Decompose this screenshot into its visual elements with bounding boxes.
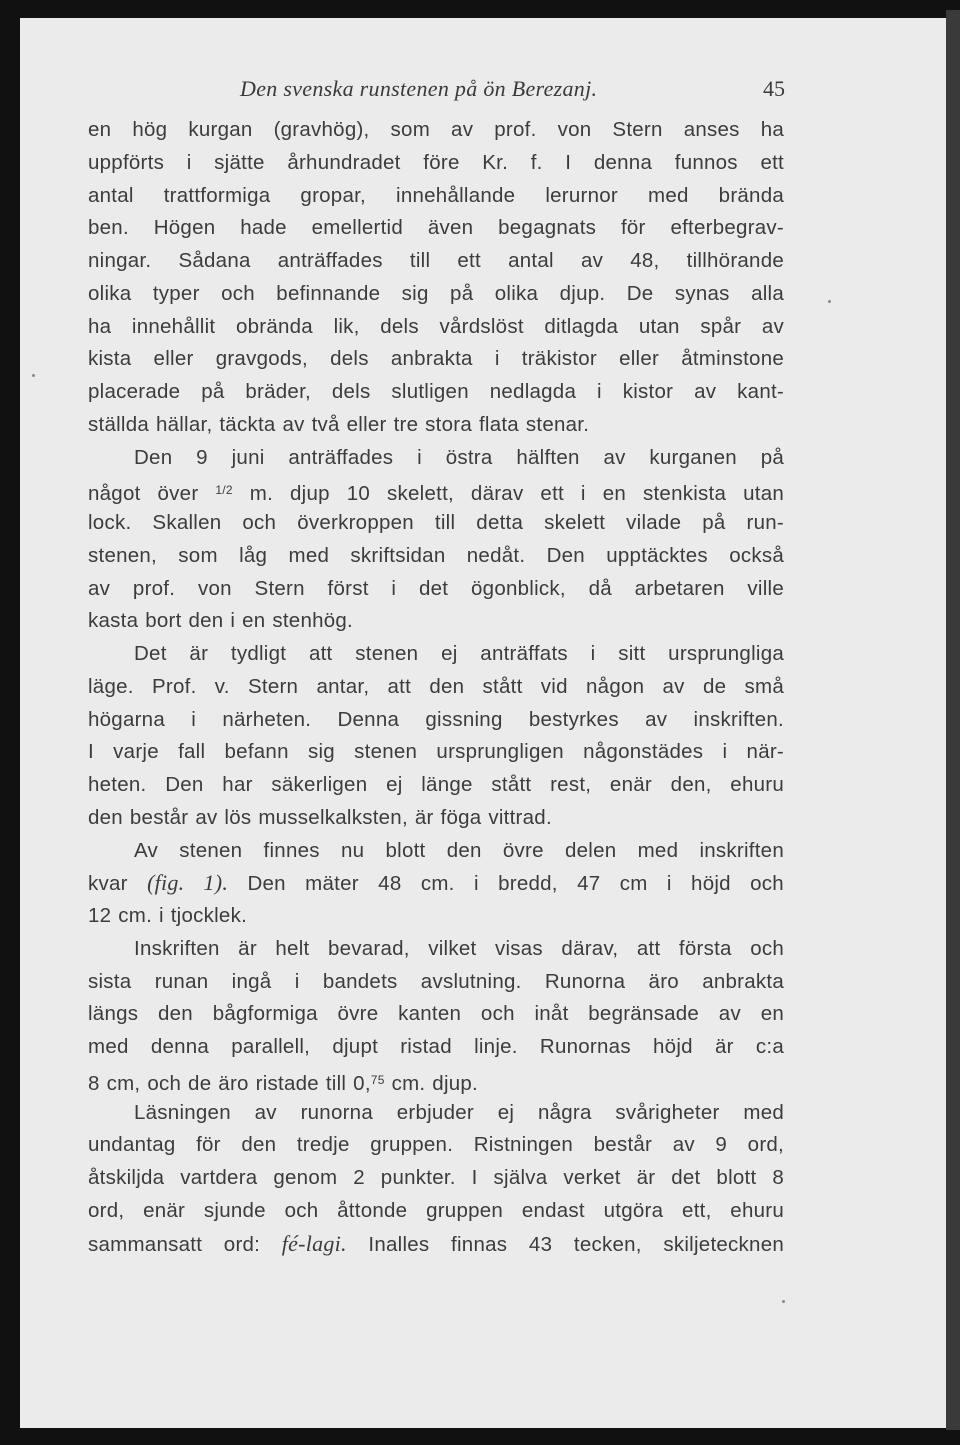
text-line xyxy=(88,1064,784,1097)
text-fragment: något över xyxy=(88,482,216,506)
paper-speck xyxy=(32,374,35,377)
text-line: kista eller gravgods, dels anbrakta i träkistor eller åtminstone xyxy=(88,347,784,371)
text-fragment: cm. djup. xyxy=(384,1071,478,1095)
page-number: 45 xyxy=(763,76,785,101)
text-line xyxy=(88,867,784,900)
text-line: med denna parallell, djupt ristad linje. Runornas höjd är c:a xyxy=(88,1035,784,1058)
text-line: undantag för den tredje gruppen. Ristningen består av 9 ord, xyxy=(88,1133,784,1157)
text-fragment: Den mäter 48 cm. i bredd, 47 cm i höjd och xyxy=(228,872,784,896)
text-line: sista runan ingå i bandets avslutning. Runorna äro anbrakta xyxy=(88,969,784,993)
fraction-half: 1/2 xyxy=(215,483,233,498)
text-line: stenen, som låg med skriftsidan nedåt. Den upptäcktes också xyxy=(88,543,784,567)
text-line: ställda hällar, täckta av två eller tre stora flata stenar. xyxy=(88,412,590,436)
text-line: Av stenen finnes nu blott den övre delen med inskriften xyxy=(134,838,784,862)
text-line: uppförts i sjätte århundradet före Kr. f. I denna funnos ett xyxy=(88,150,784,174)
text-fragment: 8 cm, och de äro ristade till 0, xyxy=(88,1071,371,1095)
page-header xyxy=(90,72,785,106)
text-line: Det är tydligt att stenen ej anträffats i sitt ursprungliga xyxy=(134,642,784,665)
text-line: längs den bågformiga övre kanten och inåt begränsade av en xyxy=(88,1002,784,1026)
text-line: olika typer och befinnande sig på olika djup. De synas alla xyxy=(88,281,784,305)
page-edge-shadow xyxy=(946,10,960,1430)
text-fragment: Inalles finnas 43 tecken, skiljetecknen xyxy=(346,1232,784,1256)
text-line: heten. Den har säkerligen ej länge stått rest, enär den, ehuru xyxy=(88,773,784,796)
text-line: lock. Skallen och överkroppen till detta skelett vilade på run- xyxy=(88,511,784,534)
text-line: Inskriften är helt bevarad, vilket visas därav, att första och xyxy=(134,936,784,960)
text-line: Den 9 juni anträffades i östra hälften av kurganen på xyxy=(134,445,784,469)
text-line: I varje fall befann sig stenen ursprungligen någonstädes i när- xyxy=(88,740,784,764)
text-line: en hög kurgan (gravhög), som av prof. von Stern anses ha xyxy=(88,118,784,141)
text-line: kasta bort den i en stenhög. xyxy=(88,609,354,633)
text-fragment: m. djup 10 skelett, därav ett i en stenkista utan xyxy=(232,482,784,506)
body-text xyxy=(88,114,784,1260)
text-line: Läsningen av runorna erbjuder ej några svårigheter med xyxy=(134,1100,784,1124)
italic-term: fé-lagi. xyxy=(281,1230,347,1256)
running-title: Den svenska runstenen på ön Berezanj. xyxy=(240,76,598,101)
paper-speck xyxy=(828,300,831,303)
text-line: antal trattformiga gropar, innehållande lerurnor med brända xyxy=(88,183,784,207)
text-line: av prof. von Stern först i det ögonblick, då arbetaren ville xyxy=(88,576,784,600)
figure-reference: (fig. 1). xyxy=(147,870,229,896)
text-line xyxy=(88,474,784,507)
text-fragment: kvar xyxy=(88,872,148,896)
text-line: ben. Högen hade emellertid även begagnats för efterbegrav- xyxy=(88,216,784,240)
text-line: ha innehållit obrända lik, dels vårdslöst ditlagda utan spår av xyxy=(88,314,784,338)
text-line: läge. Prof. v. Stern antar, att den stått vid någon av de små xyxy=(88,674,784,698)
text-line: ord, enär sjunde och åttonde gruppen endast utgöra ett, ehuru xyxy=(88,1198,784,1222)
text-line: åtskiljda vartdera genom 2 punkter. I själva verket är det blott 8 xyxy=(88,1166,784,1189)
text-fragment: sammansatt ord: xyxy=(88,1232,282,1256)
text-line: ningar. Sådana anträffades till ett antal av 48, tillhörande xyxy=(88,249,784,272)
decimal-superscript: 75 xyxy=(370,1072,385,1087)
text-line: högarna i närheten. Denna gissning bestyrkes av inskriften. xyxy=(88,707,784,731)
text-line xyxy=(88,1228,784,1261)
text-line: 12 cm. i tjocklek. xyxy=(88,904,248,927)
text-line: placerade på bräder, dels slutligen nedlagda i kistor av kant- xyxy=(88,380,784,403)
text-line: den består av lös musselkalksten, är föga vittrad. xyxy=(88,805,552,829)
paper-speck xyxy=(782,1300,785,1303)
